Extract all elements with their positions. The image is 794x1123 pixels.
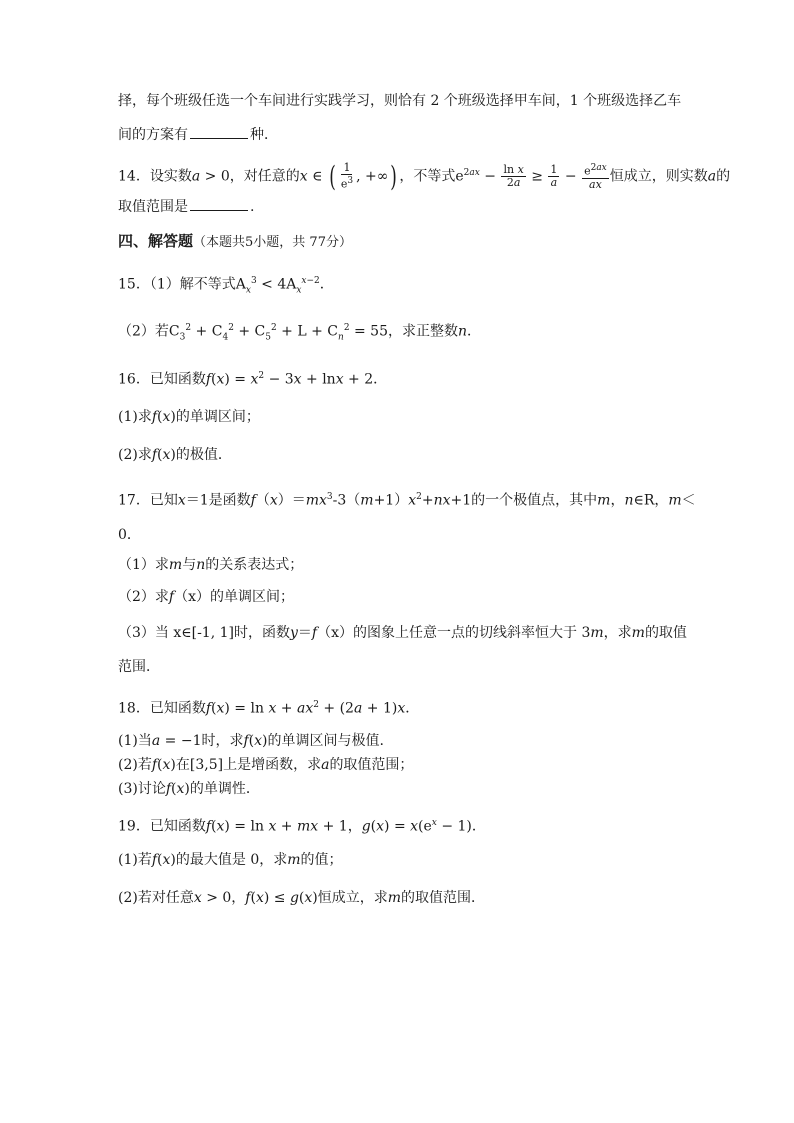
q18-stem: 18．已知函数$f(x) = \ln x + ax^2 + (2a + 1)x$． [118,699,420,717]
q18-sub3: (3)讨论f(x)的单调性． [118,780,260,797]
q18-sub2: (2)若f(x)在[3,5]上是增函数，求a的取值范围； [118,756,414,773]
q16-sub2: (2)求f(x)的极值． [118,447,232,464]
q17-stem: 17．已知x＝1是函数$f(x)=mx^3-3(m+1)x^2+nx+1$的一个极值点，其中m，n∈R，m＜ [118,492,696,509]
q14-line2: 取值范围是 . [118,198,255,215]
section-heading: 四、解答题（本题共5小题，共 77分） [118,231,352,250]
q19-sub1: (1)若f(x)的最大值是 0，求m的值； [118,852,343,869]
q19-sub2: (2)若对任意x > 0，f(x) ≤ g(x)恒成立，求m的取值范围． [118,890,486,907]
q17-sub2: （2）求f（x）的单调区间； [118,588,295,605]
q15-part2: （2）若$C_3^2 + C_4^2 + C_5^2 + L + C_n^2 = 55$，求正整数n． [118,323,482,343]
exam-page [118,92,731,907]
q15-part1: 15．（1）解不等式$A_x^3 < 4A_x^{x-2}$． [118,275,334,296]
answer-blank [190,198,248,211]
q17-sub1: （1）求m与n的关系表达式； [118,556,304,573]
q14-line1: 14．设实数a > 0，对任意的x ∈ ( $\frac{1}{e^3}$ , +∞) ，不等式$e^{2ax}$ − $\frac{\text{ln x}}{2a}$ ≥ $\frac{1}{a}$ − $\frac{e^{2ax}}{ax}$ 恒成立，则实数a的 [118,159,731,193]
q18-sub1: (1)当a = −1时，求f(x)的单调区间与极值. [118,732,384,749]
answer-blank [190,126,248,139]
q16-stem: 16．已知函数$f(x) = x^2 - 3x + \ln x + 2$． [118,370,388,388]
q17-stem-line2: 0． [118,526,141,543]
q17-sub3-line2: 范围． [118,658,160,675]
q17-sub3: （3）当 x∈[-1, 1]时，函数y＝f（x）的图象上任意一点的切线斜率恒大于 3m，求m的取值 [118,624,687,641]
q19-stem: 19．已知函数f(x) = ln x + mx + 1，$g(x) = x(e^x - 1)$． [118,817,486,835]
q13-line2: 间的方案有 种． [118,127,278,143]
q13-line1: 择，每个班级任选一个车间进行实践学习，则恰有 2 个班级选择甲车间，1 个班级选择乙车 [118,93,682,109]
q16-sub1: (1)求f(x)的单调区间； [118,409,260,426]
